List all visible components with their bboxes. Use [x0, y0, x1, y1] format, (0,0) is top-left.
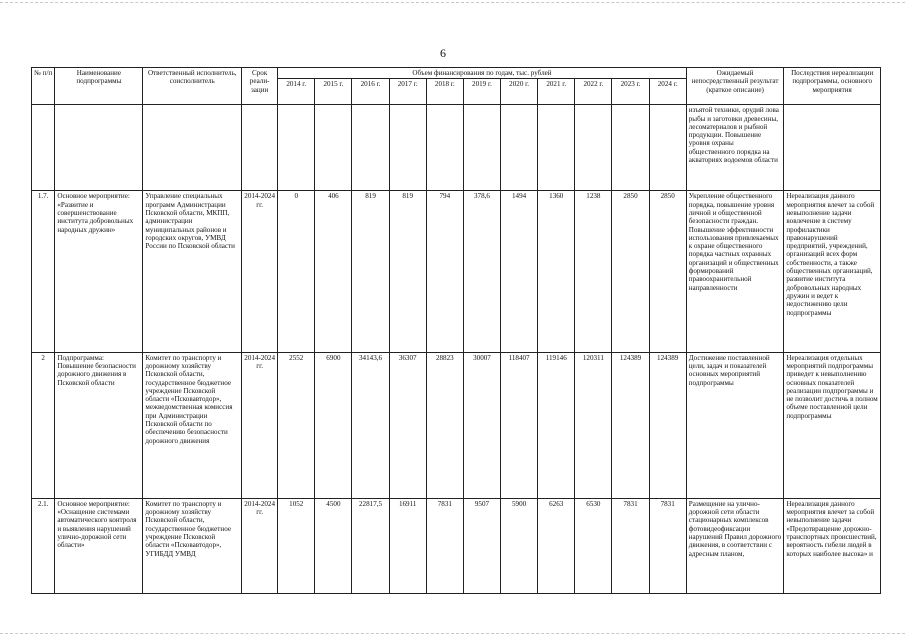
year-header: 2022 г. — [575, 79, 612, 105]
row-executor: Комитет по транспорту и дорожному хозяйству Псковской области, государственное бюджетное учреждение Псковской области «Псковавтодор», УГИБДД УМВД — [143, 498, 242, 593]
program-table — [31, 67, 881, 594]
row-result: Достижение поставленной цели, задач и показателей основных мероприятий подпрограммы — [686, 352, 784, 498]
row-value — [501, 105, 538, 191]
row-value: 406 — [315, 191, 352, 352]
year-header: 2017 г. — [389, 79, 426, 105]
header-name: Наименование подпрограммы — [55, 68, 143, 105]
year-header: 2024 г. — [649, 79, 686, 105]
year-header: 2019 г. — [463, 79, 500, 105]
row-value: 4500 — [315, 498, 352, 593]
row-value: 124389 — [612, 352, 649, 498]
row-consequence: Нереализация данного мероприятия влечет за собой невыполнение задачи вовлечение в систему профилактики правонарушений предприятий, учреждений, организаций всех форм собственности, а также общественных организаций, развитие института добровольных народных дружин и ведет к недостижению цели подпрограммы — [784, 191, 881, 352]
row-value: 378,6 — [463, 191, 500, 352]
row-value — [538, 105, 575, 191]
row-value: 28823 — [426, 352, 463, 498]
row-term: 2014-2024 гг. — [242, 191, 278, 352]
page-number: 6 — [440, 46, 446, 60]
year-header: 2023 г. — [612, 79, 649, 105]
row-value: 6263 — [538, 498, 575, 593]
row-term: 2014-2024 гг. — [242, 352, 278, 498]
row-value — [612, 105, 649, 191]
header-result: Ожидаемый непосредственный результат (краткое описание) — [686, 68, 784, 105]
row-executor — [143, 105, 242, 191]
row-value: 7831 — [649, 498, 686, 593]
scan-edge-top — [0, 2, 905, 4]
row-value: 819 — [352, 191, 389, 352]
row-value: 16911 — [389, 498, 426, 593]
row-value — [575, 105, 612, 191]
header-funding: Объем финансирования по годам, тыс. рублей — [278, 68, 687, 79]
row-name — [55, 105, 143, 191]
row-value: 2552 — [278, 352, 315, 498]
row-value: 118407 — [501, 352, 538, 498]
header-term: Срок реали-зации — [242, 68, 278, 105]
row-result: изъятой техники, орудий лова рыбы и заготовки древесины, лесоматериалов и рыбной продукции. Повышение уровня охраны общественного порядка на акваториях водоемов области — [686, 105, 784, 191]
scan-edge-bottom — [0, 633, 905, 635]
row-value: 6900 — [315, 352, 352, 498]
row-value — [649, 105, 686, 191]
row-value: 0 — [278, 191, 315, 352]
row-value: 9507 — [463, 498, 500, 593]
row-consequence: Нереализация данного мероприятия влечет за собой невыполнение задачи «Предотвращение дорожно-транспортных происшествий, вероятность гибели людей в которых наиболее высока» и — [784, 498, 881, 593]
year-header: 2018 г. — [426, 79, 463, 105]
year-header: 2020 г. — [501, 79, 538, 105]
table-row — [32, 498, 881, 593]
row-value: 22817,5 — [352, 498, 389, 593]
row-value: 120311 — [575, 352, 612, 498]
row-term: 2014-2024 гг. — [242, 498, 278, 593]
row-value: 2850 — [649, 191, 686, 352]
row-value: 794 — [426, 191, 463, 352]
row-value: 819 — [389, 191, 426, 352]
year-header: 2015 г. — [315, 79, 352, 105]
row-executor: Комитет по транспорту и дорожному хозяйству Псковской области, государственное бюджетное учреждение Псковской области «Псковавтодор», межведомственная комиссия при Администрации Псковской области по обеспечению безопасности дорожного движения — [143, 352, 242, 498]
row-result: Укрепление общественного порядка, повышение уровня личной и общественной безопасности граждан. Повышение эффективности использования привлекаемых к охране общественного порядка частных охранных организаций и общественных формирований правоохранительной направленности — [686, 191, 784, 352]
row-value: 1360 — [538, 191, 575, 352]
row-term — [242, 105, 278, 191]
row-name: Подпрограмма: Повышение безопасности дорожного движения в Псковской области — [55, 352, 143, 498]
header-num: № п/п — [32, 68, 55, 105]
row-value — [352, 105, 389, 191]
row-value: 34143,6 — [352, 352, 389, 498]
table-row — [32, 352, 881, 498]
row-value: 124389 — [649, 352, 686, 498]
row-name: Основное мероприятие: «Развитие и совершенствование института добровольных народных дружин» — [55, 191, 143, 352]
row-value — [426, 105, 463, 191]
row-value — [389, 105, 426, 191]
row-value: 7831 — [612, 498, 649, 593]
row-value: 30007 — [463, 352, 500, 498]
year-header: 2016 г. — [352, 79, 389, 105]
row-consequence: Нереализация отдельных мероприятий подпрограммы приведет к невыполнению основных показателей реализации подпрограммы и не позволит достичь в полном объеме поставленной цели подпрограммы — [784, 352, 881, 498]
row-num: 2.1. — [32, 498, 55, 593]
row-value — [278, 105, 315, 191]
row-num: 1.7. — [32, 191, 55, 352]
row-num: 2 — [32, 352, 55, 498]
row-name: Основное мероприятие: «Оснащение системами автоматического контроля и выявления нарушений улично-дорожной сети области» — [55, 498, 143, 593]
row-value: 6530 — [575, 498, 612, 593]
row-value — [315, 105, 352, 191]
row-value — [463, 105, 500, 191]
row-value: 7831 — [426, 498, 463, 593]
row-value: 1238 — [575, 191, 612, 352]
year-header: 2014 г. — [278, 79, 315, 105]
row-value: 36307 — [389, 352, 426, 498]
row-value: 2850 — [612, 191, 649, 352]
table-row — [32, 105, 881, 191]
header-executor: Ответственный исполнитель, соисполнитель — [143, 68, 242, 105]
row-value: 1494 — [501, 191, 538, 352]
row-value: 119146 — [538, 352, 575, 498]
year-header: 2021 г. — [538, 79, 575, 105]
row-num — [32, 105, 55, 191]
table-row — [32, 191, 881, 352]
row-result: Размещение на улично-дорожной сети области стационарных комплексов фотовидеофиксации нарушений Правил дорожного движения, в соответствии с адресным планом, — [686, 498, 784, 593]
header-consequence: Последствия нереализации подпрограммы, основного мероприятия — [784, 68, 881, 105]
row-value: 5900 — [501, 498, 538, 593]
row-consequence — [784, 105, 881, 191]
row-executor: Управление специальных программ Администрации Псковской области, МКПП, администрации муниципальных районов и городских округов, УМВД России по Псковской области — [143, 191, 242, 352]
row-value: 1052 — [278, 498, 315, 593]
